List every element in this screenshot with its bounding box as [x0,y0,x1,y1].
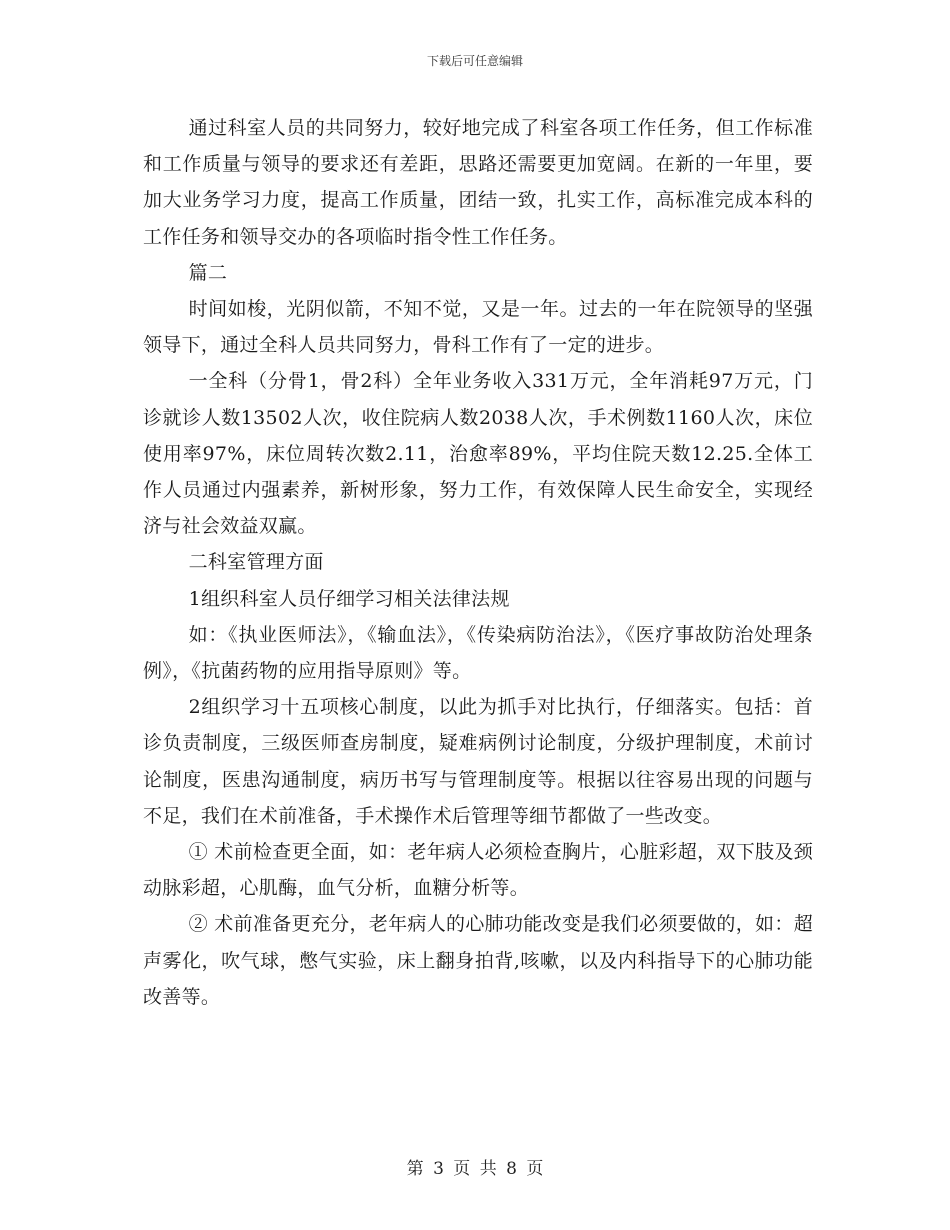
section-title-part-two: 篇二 [188,261,228,284]
paragraph-intro: 时间如梭，光阴似箭，不知不觉，又是一年。过去的一年在院领导的坚强领导下，通过全科人员共同努力，骨科工作有了一定的进步。 [143,298,813,357]
section-heading-management: 二科室管理方面 [188,551,324,574]
paragraph-core-systems: 2组织学习十五项核心制度，以此为抓手对比执行，仔细落实。包括：首诊负责制度，三级医师查房制度，疑难病例讨论制度，分级护理制度，术前讨论制度，医患沟通制度，病历书写与管理制度等。根据以往容易出现的问题与不足，我们在术前准备，手术操作术后管理等细节都做了一些改变。 [143,696,813,827]
page-header: 下载后可任意编辑 [426,54,523,68]
paragraph-statistics: 一全科（分骨1，骨2科）全年业务收入331万元，全年消耗97万元，门诊就诊人数13502人次，收住院病人数2038人次，手术例数1160人次，床位使用率97%，床位周转次数2.11，治愈率89%，平均住院天数12.25.全体工作人员通过内强素养，新树形象，努力工作，有效保障人民生命安全，实现经济与社会效益双赢。 [143,370,813,538]
paragraph-laws-list: 如：《执业医师法》，《输血法》，《传染病防治法》，《医疗事故防治处理条例》，《抗菌药物的应用指导原则》等。 [143,623,813,683]
paragraph-preop-prep: ② 术前准备更充分，老年病人的心肺功能改变是我们必须要做的，如：超声雾化，吹气球，憋气实验，床上翻身拍背,咳嗽，以及内科指导下的心肺功能改善等。 [143,913,813,1008]
paragraph-preop-exam: ① 术前检查更全面，如：老年病人必须检查胸片，心脏彩超，双下肢及颈动脉彩超，心肌酶，血气分析，血糖分析等。 [143,841,813,900]
document-body [143,110,813,1015]
paragraph-summary: 通过科室人员的共同努力，较好地完成了科室各项工作任务，但工作标准和工作质量与领导的要求还有差距，思路还需要更加宽阔。在新的一年里，要加大业务学习力度，提高工作质量，团结一致，扎实工作，高标准完成本科的工作任务和领导交办的各项临时指令性工作任务。 [143,117,813,248]
subheading-laws: 1组织科室人员仔细学习相关法律法规 [188,587,510,610]
page-number: 第 3 页 共 8 页 [406,1159,544,1179]
